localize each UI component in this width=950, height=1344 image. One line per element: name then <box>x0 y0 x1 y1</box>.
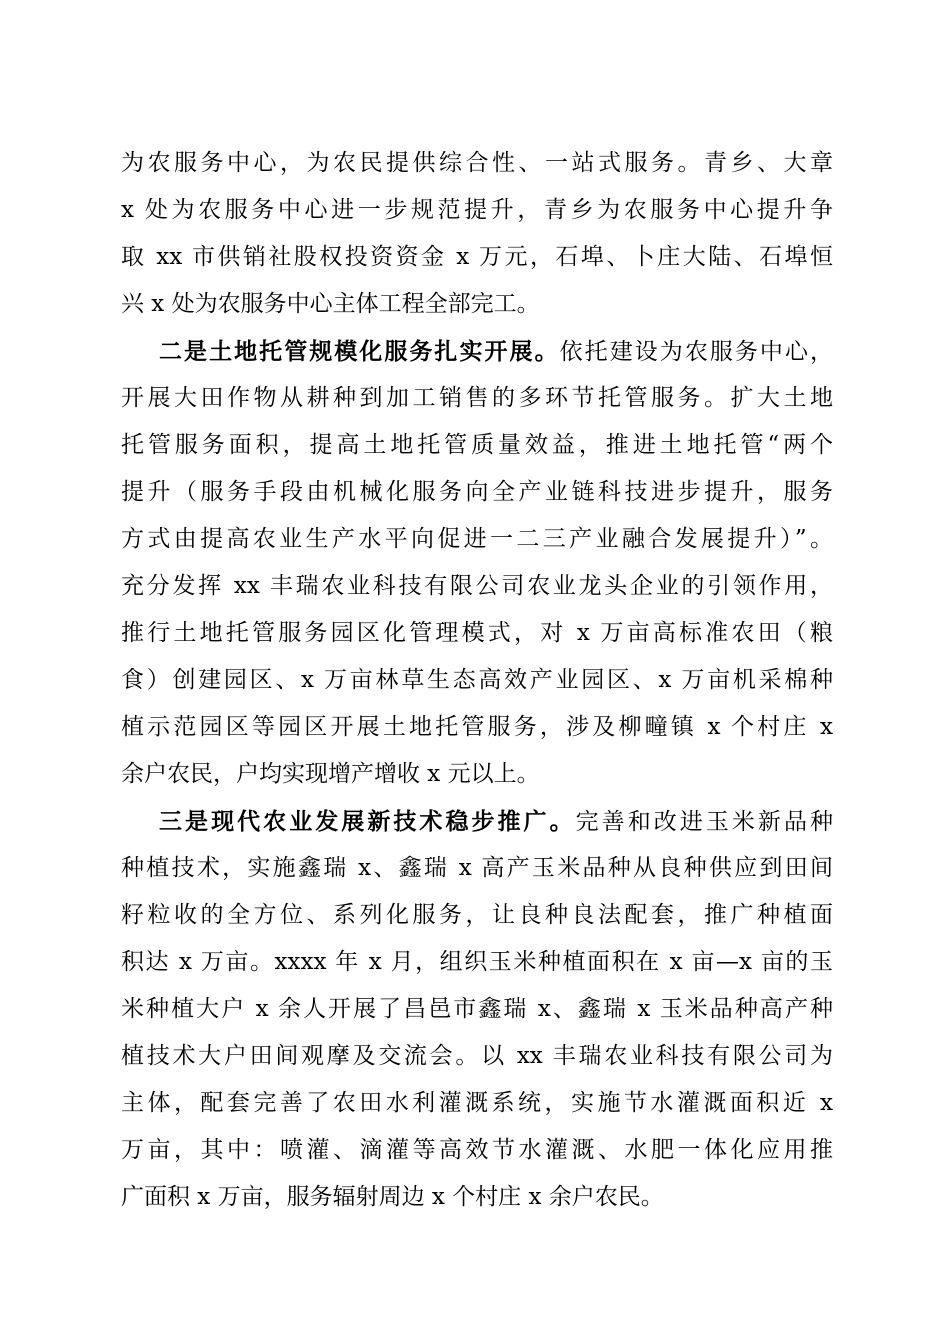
paragraph-2 <box>121 328 833 798</box>
text-line: 广面积 x 万亩，服务辐射周边 x 个村庄 x 余户农民。 <box>121 1184 664 1210</box>
text-line: 为农服务中心，为农民提供综合性、一站式服务。青乡、大章 <box>121 150 833 176</box>
text-line: x 处为农服务中心进一步规范提升，青乡为农服务中心提升争 <box>121 197 833 223</box>
paragraph-heading: 二是土地托管规模化服务扎实开展。 <box>159 338 560 365</box>
text-line: 积达 x 万亩。xxxx 年 x 月，组织玉米种植面积在 x 亩—x 亩的玉 <box>121 949 833 975</box>
text-line: 主体，配套完善了农田水利灌溉系统，实施节水灌溉面积近 x <box>121 1090 833 1116</box>
paragraph-1 <box>121 140 833 328</box>
text-line: 提升（服务手段由机械化服务向全产业链科技进步提升，服务 <box>121 479 833 505</box>
paragraph-lead-text: 依托建设为农服务中心， <box>559 339 834 365</box>
text-line: 食）创建园区、x 万亩林草生态高效产业园区、x 万亩机采棉种 <box>121 667 833 693</box>
document-body <box>121 140 833 1221</box>
text-line: 充分发挥 xx 丰瑞农业科技有限公司农业龙头企业的引领作用， <box>121 573 833 599</box>
text-line: 种植技术，实施鑫瑞 x、鑫瑞 x 高产玉米品种从良种供应到田间 <box>121 855 833 881</box>
text-line: 推行土地托管服务园区化管理模式，对 x 万亩高标准农田（粮 <box>121 620 833 646</box>
paragraph-lead-text: 完善和改进玉米新品种 <box>575 809 834 835</box>
paragraph-first-line <box>121 798 833 845</box>
text-line: 万亩，其中：喷灌、滴灌等高效节水灌溉、水肥一体化应用推 <box>121 1137 833 1163</box>
text-line: 植技术大户田间观摩及交流会。以 xx 丰瑞农业科技有限公司为 <box>121 1043 833 1069</box>
paragraph-first-line <box>121 328 833 375</box>
text-line: 植示范园区等园区开展土地托管服务，涉及柳疃镇 x 个村庄 x <box>121 714 833 740</box>
text-line: 兴 x 处为农服务中心主体工程全部完工。 <box>121 291 540 317</box>
paragraph-3 <box>121 798 833 1221</box>
text-line: 米种植大户 x 余人开展了昌邑市鑫瑞 x、鑫瑞 x 玉米品种高产种 <box>121 996 833 1022</box>
text-line: 开展大田作物从耕种到加工销售的多环节托管服务。扩大土地 <box>121 385 833 411</box>
text-line: 方式由提高农业生产水平向促进一二三产业融合发展提升）”。 <box>121 526 833 552</box>
text-line: 取 xx 市供销社股权投资资金 x 万元，石埠、卜庄大陆、石埠恒 <box>121 244 833 270</box>
paragraph-heading: 三是现代农业发展新技术稳步推广。 <box>159 808 576 835</box>
text-line: 托管服务面积，提高土地托管质量效益，推进土地托管“两个 <box>121 432 833 458</box>
text-line: 余户农民，户均实现增产增收 x 元以上。 <box>121 761 540 787</box>
text-line: 籽粒收的全方位、系列化服务，让良种良法配套，推广种植面 <box>121 902 833 928</box>
